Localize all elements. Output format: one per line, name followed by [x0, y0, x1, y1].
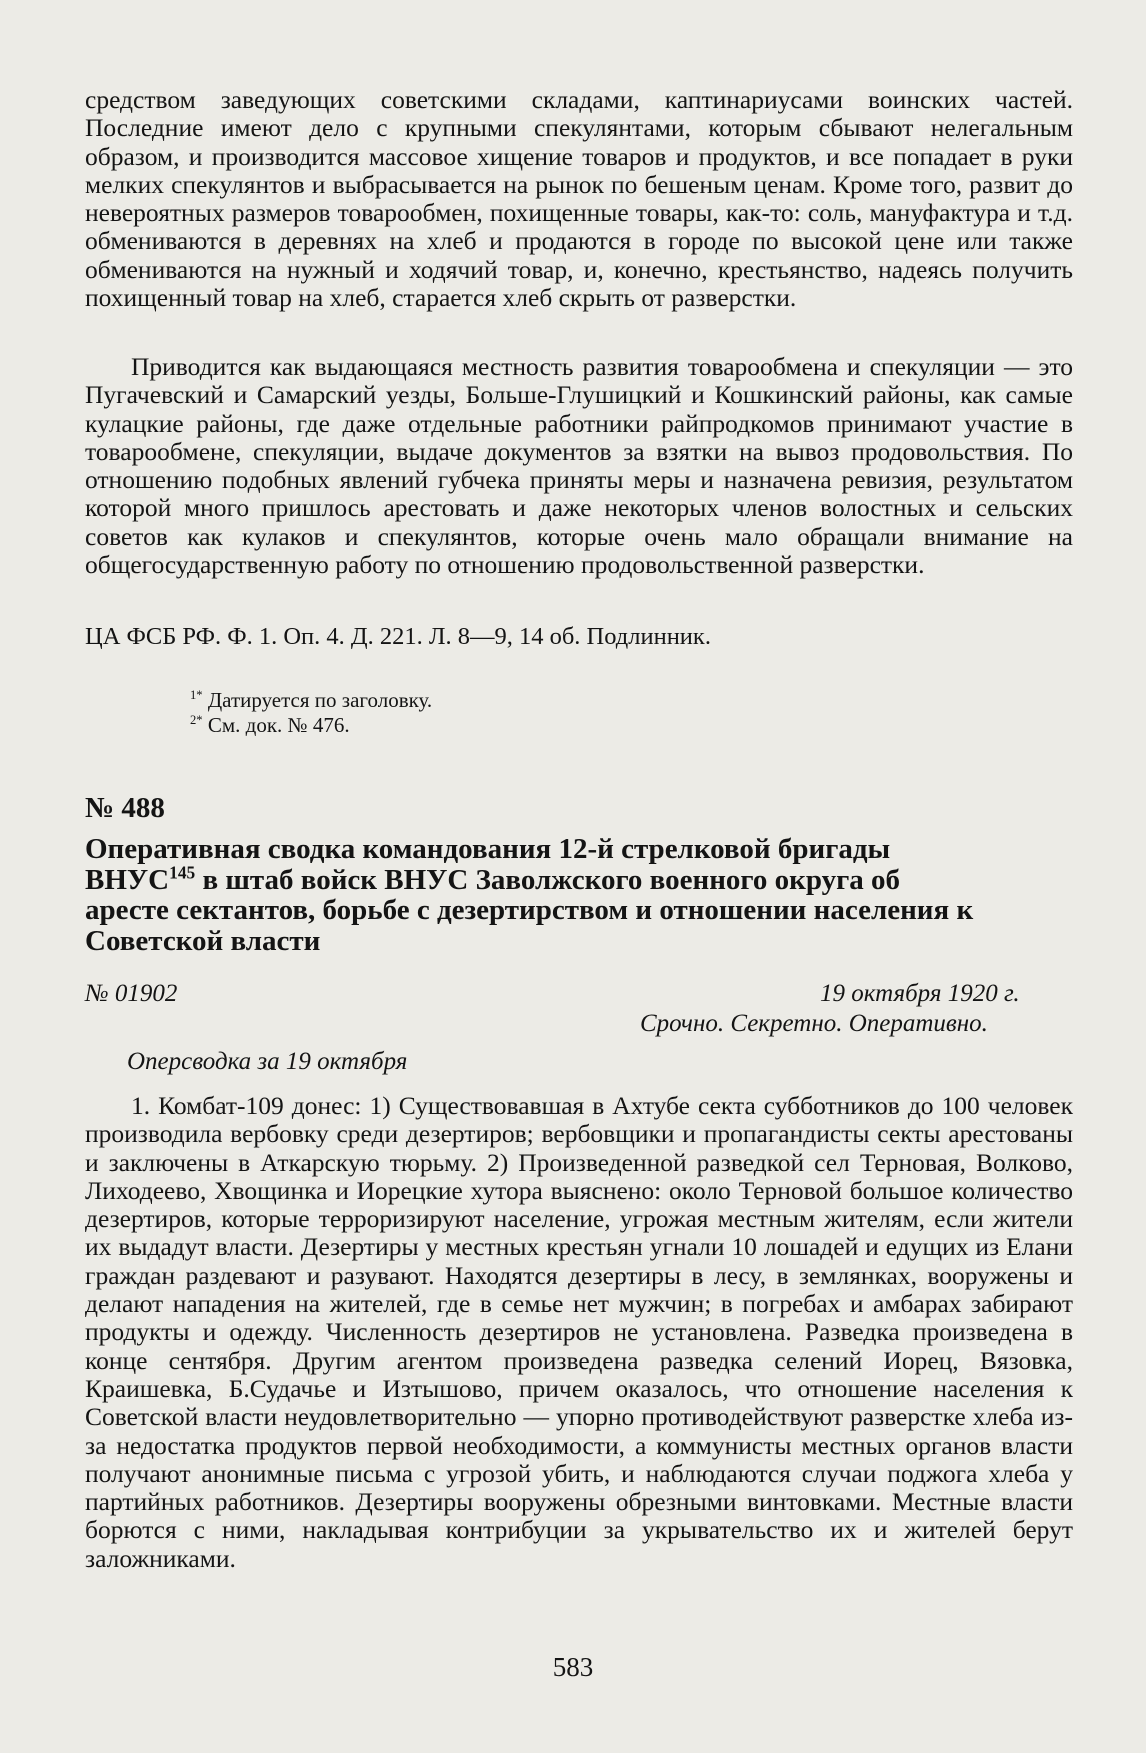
- document-number: № 488: [85, 792, 165, 824]
- footnote-text: Датируется по заголовку.: [202, 688, 433, 712]
- footnote: [190, 713, 1146, 738]
- paragraph-continuation: средством заведующих советскими складами, каптинариусами воинских частей. Последние имеют дело с крупными спекулянтами, которым сбывают нелегальным образом, и производится массовое хищение товаров и продуктов, и все попадает в руки мелких спекулянтов и выбрасывается на рынок по бешеным ценам. Кроме того, развит до невероятных размеров товарообмен, похищенные товары, как-то: соль, мануфактура и т.д. обмениваются в деревнях на хлеб и продаются в городе по высокой цене или также обмениваются на нужный и ходячий товар, и, конечно, крестьянство, надеясь получить похищенный товар на хлеб, старается хлеб скрыть от разверстки.: [85, 85, 1073, 313]
- footnote-text: См. док. № 476.: [202, 713, 350, 737]
- title-part-1: Оперативная сводка командования 12-й стрелковой бригады ВНУС: [85, 833, 891, 896]
- footnote-mark: 1*: [190, 688, 203, 702]
- archive-source: ЦА ФСБ РФ. Ф. 1. Оп. 4. Д. 221. Л. 8—9, 14 об. Подлинник.: [85, 623, 711, 650]
- page-number: 583: [552, 1652, 594, 1682]
- document-title: [85, 834, 985, 956]
- footnotes: [190, 688, 1146, 738]
- footnote: [190, 688, 1146, 713]
- title-footnote-ref: 145: [169, 861, 196, 882]
- document-date: 19 октября 1920 г.: [820, 980, 1020, 1007]
- paragraph-exchange: Приводится как выдающаяся местность развития товарообмена и спекуляции — это Пугачевский и Самарский уезды, Больше-Глушицкий и Кошкинский районы, как самые кулацкие районы, где даже отдельные работники райпродкомов принимают участие в товарообмене, спекуляции, выдаче документов за взятки на вывоз продовольствия. По отношению подобных явлений губчека приняты меры и назначена ревизия, результатом которой много пришлось арестовать и даже некоторых членов волостных и сельских советов как кулаков и спекулянтов, которые очень мало обращали внимание на общегосударственную работу по отношению продовольственной разверстки.: [85, 352, 1073, 580]
- footnote-mark: 2*: [190, 713, 203, 727]
- report-body: 1. Комбат-109 донес: 1) Существовавшая в Ахтубе секта субботников до 100 человек производила вербовку среди дезертиров; вербовщики и пропагандисты секты арестованы и заключены в Аткарскую тюрьму. 2) Произведенной разведкой сел Терновая, Волково, Лиходеево, Хвощинка и Иорецкие хутора выяснено: около Терновой большое количество дезертиров, которые терроризируют население, угрожая местным жителям, если жители их выдадут власти. Дезертиры у местных крестьян угнали 10 лошадей и едущих из Елани граждан раздевают и разувают. Находятся дезертиры в лесу, в землянках, вооружены и делают нападения на жителей, где в семье нет мужчин; в погребах и амбарах забирают продукты и одежду. Численность дезертиров не установлена. Разведка произведена в конце сентября. Другим агентом произведена разведка селений Иорец, Вязовка, Краишевка, Б.Судачье и Изтышово, причем оказалось, что отношение населения к Советской власти неудовлетворительно — упорно противодействуют разверстке хлеба из-за недостатка продуктов первой необходимости, а коммунисты местных органов власти получают анонимные письма с угрозой убить, и наблюдаются случаи поджога хлеба у партийных работников. Дезертиры вооружены обрезными винтовками. Местные власти борются с ними, накладывая контрибуции за укрывательство их и жителей берут заложниками.: [85, 1091, 1073, 1573]
- opsvodka-heading: Оперсводка за 19 октября: [127, 1048, 408, 1075]
- registration-number: № 01902: [85, 980, 178, 1007]
- title-part-2: в штаб войск ВНУС Заволжского военного округа об аресте сектантов, борьбе с дезертирством и отношении населения к Советской власти: [85, 863, 974, 957]
- priority-stamp: Срочно. Секретно. Оперативно.: [640, 1010, 988, 1037]
